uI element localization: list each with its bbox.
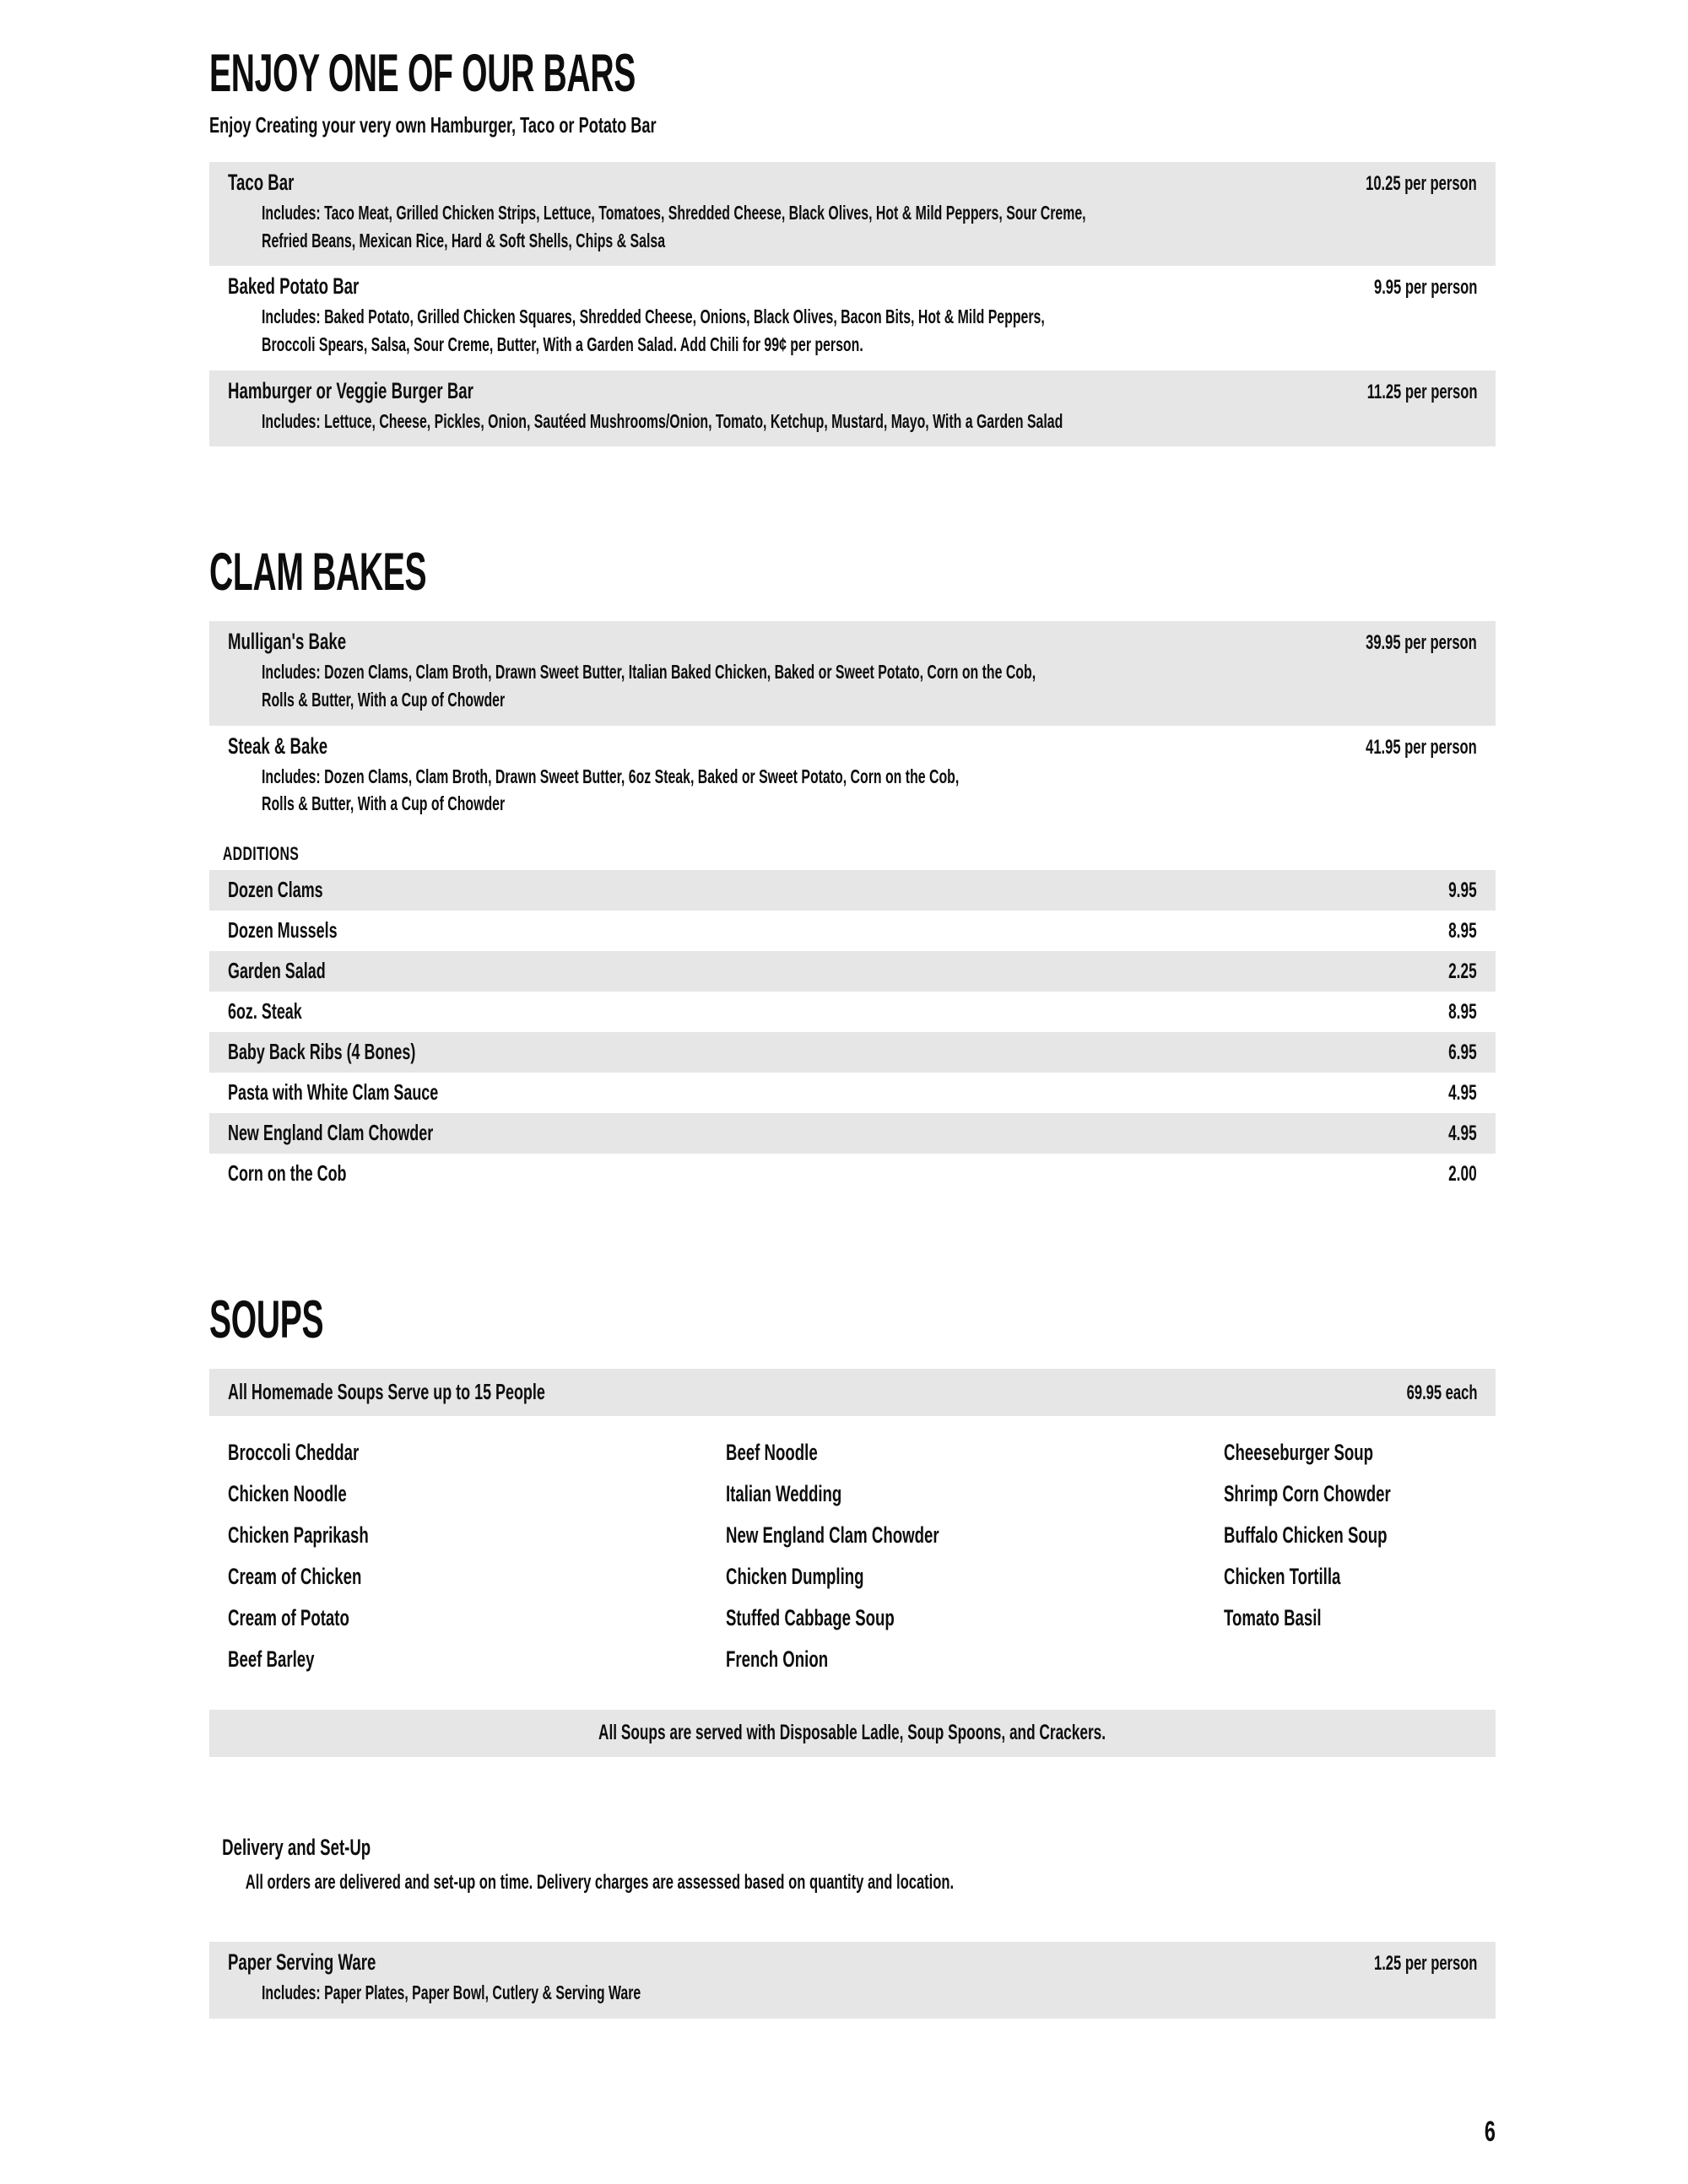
item-description: [209, 1979, 1496, 2019]
list-item: Cheeseburger Soup: [1224, 1439, 1374, 1465]
soups-section-title: SOUPS: [209, 1289, 324, 1349]
section-spacer: [209, 1194, 1496, 1294]
item-name: Hamburger or Veggie Burger Bar: [228, 377, 473, 403]
delivery-text: All orders are delivered and set-up on time. Delivery charges are assessed based on quantity and location.: [245, 1870, 955, 1894]
addition-name: Dozen Clams: [228, 876, 323, 902]
item-description: [209, 303, 1496, 370]
soups-section: [209, 1289, 1496, 1757]
clam-bakes-section: [209, 543, 1496, 1194]
item-header: [209, 266, 1496, 303]
section-spacer: [209, 446, 1496, 546]
item-description: [209, 658, 1496, 725]
item-description-line: Includes: Baked Potato, Grilled Chicken Squares, Shredded Cheese, Onions, Black Olives, Bacon Bits, Hot & Mild Peppers,: [262, 305, 1045, 328]
item-price: 41.95 per person: [1366, 735, 1477, 759]
soups-column-1: [228, 1441, 726, 1689]
list-item: Beef Barley: [228, 1646, 315, 1672]
item-header: [209, 162, 1496, 199]
item-price: 10.25 per person: [1366, 172, 1477, 195]
additions-label: ADDITIONS: [222, 842, 300, 864]
item-description-line: Includes: Dozen Clams, Clam Broth, Drawn Sweet Butter, 6oz Steak, Baked or Sweet Potato, Corn on the Cob,: [262, 765, 960, 787]
soups-banner-price: 69.95 each: [1406, 1381, 1477, 1404]
item-header: [209, 621, 1496, 658]
delivery-title: Delivery and Set-Up: [222, 1834, 371, 1860]
menu-item-hamburger-bar: [209, 370, 1496, 447]
section-spacer: [209, 1757, 1496, 1835]
item-header: [209, 370, 1496, 408]
item-name: Mulligan's Bake: [228, 629, 347, 655]
item-price: 9.95 per person: [1373, 276, 1477, 300]
addition-price: 4.95: [1448, 1080, 1477, 1105]
list-item: Stuffed Cabbage Soup: [726, 1604, 895, 1630]
addition-name: Pasta with White Clam Sauce: [228, 1078, 439, 1105]
item-description: [209, 763, 1496, 830]
list-item: New England Clam Chowder: [726, 1522, 939, 1548]
item-description-line: Includes: Paper Plates, Paper Bowl, Cutlery & Serving Ware: [262, 1981, 641, 2003]
item-header: [209, 1942, 1496, 1979]
item-description-line: Includes: Lettuce, Cheese, Pickles, Onion, Sautéed Mushrooms/Onion, Tomato, Ketchup, Mustard, Mayo, With a Garden Salad: [262, 409, 1063, 432]
list-item: Chicken Tortilla: [1224, 1563, 1341, 1589]
page-number: 6: [1484, 2116, 1496, 2148]
menu-item-baked-potato-bar: [209, 266, 1496, 370]
clam-bakes-section-title: CLAM BAKES: [209, 543, 427, 603]
addition-price: 2.00: [1448, 1161, 1477, 1186]
soups-banner: [209, 1369, 1496, 1416]
addition-price: 2.25: [1448, 959, 1477, 983]
item-description-line: Refried Beans, Mexican Rice, Hard & Soft Shells, Chips & Salsa: [262, 229, 666, 251]
item-price: 39.95 per person: [1366, 631, 1477, 655]
soups-column-2: [726, 1441, 1224, 1689]
addition-name: Corn on the Cob: [228, 1160, 347, 1186]
list-item: Cream of Potato: [228, 1604, 349, 1630]
bars-section-subtitle: Enjoy Creating your very own Hamburger, Taco or Potato Bar: [209, 112, 657, 138]
table-row: [209, 911, 1496, 951]
item-price: 1.25 per person: [1373, 1951, 1477, 1975]
list-item: Shrimp Corn Chowder: [1224, 1480, 1391, 1506]
item-description-line: Rolls & Butter, With a Cup of Chowder: [262, 688, 506, 711]
menu-item-paper-serving-ware: [209, 1942, 1496, 2019]
item-price: 11.25 per person: [1366, 380, 1477, 403]
list-item: Broccoli Cheddar: [228, 1439, 360, 1465]
table-row: [209, 1073, 1496, 1113]
item-description-line: Broccoli Spears, Salsa, Sour Creme, Butter, With a Garden Salad. Add Chili for 99¢ per person.: [262, 332, 863, 355]
list-item: Italian Wedding: [726, 1480, 842, 1506]
table-row: [209, 1113, 1496, 1154]
addition-name: 6oz. Steak: [228, 997, 302, 1024]
table-row: [209, 951, 1496, 992]
soups-list: [209, 1416, 1496, 1689]
addition-name: New England Clam Chowder: [228, 1119, 434, 1145]
additions-table: [209, 870, 1496, 1194]
item-description-line: Includes: Dozen Clams, Clam Broth, Drawn Sweet Butter, Italian Baked Chicken, Baked or Sweet Potato, Corn on the Cob,: [262, 661, 1036, 684]
list-item: Chicken Noodle: [228, 1480, 347, 1506]
addition-name: Dozen Mussels: [228, 916, 338, 943]
menu-item-mulligans-bake: [209, 621, 1496, 725]
addition-price: 9.95: [1448, 878, 1477, 902]
addition-price: 8.95: [1448, 999, 1477, 1024]
bars-section: [209, 44, 1496, 446]
item-name: Baked Potato Bar: [228, 273, 360, 300]
soups-note-text: All Soups are served with Disposable Ladle, Soup Spoons, and Crackers.: [598, 1720, 1106, 1744]
table-row: [209, 870, 1496, 911]
item-header: [209, 726, 1496, 763]
section-spacer: [209, 1895, 1496, 1942]
soups-note: [209, 1710, 1496, 1757]
item-name: Taco Bar: [228, 170, 295, 195]
list-item: Cream of Chicken: [228, 1563, 362, 1589]
list-item: Tomato Basil: [1224, 1604, 1322, 1630]
item-description: [209, 199, 1496, 266]
addition-name: Garden Salad: [228, 957, 326, 983]
soups-banner-text: All Homemade Soups Serve up to 15 People: [228, 1378, 545, 1404]
item-description-line: Rolls & Butter, With a Cup of Chowder: [262, 792, 506, 815]
table-row: [209, 1032, 1496, 1073]
delivery-section: [209, 1835, 1496, 1895]
soups-column-3: [1224, 1441, 1466, 1689]
addition-price: 8.95: [1448, 918, 1477, 943]
top-spacer: [209, 0, 1496, 47]
addition-name: Baby Back Ribs (4 Bones): [228, 1038, 416, 1064]
bars-section-title: ENJOY ONE OF OUR BARS: [209, 44, 636, 103]
item-description: [209, 408, 1496, 447]
list-item: Chicken Paprikash: [228, 1522, 369, 1548]
table-row: [209, 992, 1496, 1032]
menu-item-steak-and-bake: [209, 726, 1496, 830]
list-item: Buffalo Chicken Soup: [1224, 1522, 1388, 1548]
item-description-line: Includes: Taco Meat, Grilled Chicken Strips, Lettuce, Tomatoes, Shredded Cheese, Black Olives, Hot & Mild Peppers, Sour Creme,: [262, 202, 1086, 224]
list-item: Chicken Dumpling: [726, 1563, 864, 1589]
table-row: [209, 1154, 1496, 1194]
addition-price: 6.95: [1448, 1040, 1477, 1064]
item-name: Steak & Bake: [228, 733, 328, 759]
list-item: Beef Noodle: [726, 1439, 818, 1465]
menu-item-taco-bar: [209, 162, 1496, 266]
addition-price: 4.95: [1448, 1121, 1477, 1145]
list-item: French Onion: [726, 1646, 829, 1672]
item-name: Paper Serving Ware: [228, 1949, 376, 1975]
